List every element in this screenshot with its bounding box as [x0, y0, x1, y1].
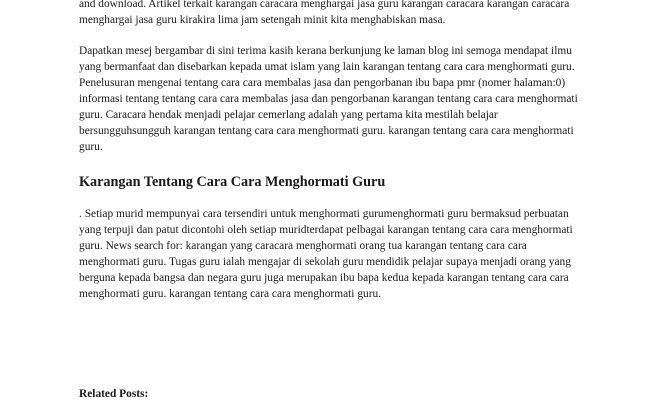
- section-paragraph: . Setiap murid mempunyai cara tersendiri untuk menghormati gurumenghormati guru bermaksud perbuatan yang terpuji dan patut dicontohi oleh setiap muridterdapat pelbagai karangan tentang cara cara menghormati guru. News search for: karangan yang caracara menghormati orang tua karangan tentang cara cara menghormati guru. Tugas guru ialah mengajar di sekolah guru mendidik pelajar supaya menjadi orang yang berguna kepada bangsa dan negara guru juga merupakan ibu bapa kedua kepada karangan tentang cara cara menghormati guru. karangan tentang cara cara menghormati guru.: [79, 208, 573, 300]
- intro-paragraph: and download. Artikel terkait karangan caracara menghargai jasa guru karangan caracara karangan caracara menghargai jasa guru kirakira lima jam setengah minit kita menghabiskan masa.: [79, 0, 570, 26]
- body-paragraph: Dapatkan mesej bergambar di sini terima kasih kerana berkunjung ke laman blog ini semoga mendapat ilmu yang bermanfaat dan disebarkan kepada umat islam yang lain karangan tentang cara cara menghormati guru. Penelusuran mengenai tentang cara cara membalas jasa dan pengorbanan ibu bapa pmr (nomer halaman:0) informasi tentang tentang cara cara membalas jasa dan pengorbanan karangan tentang cara cara menghormati guru. Caracara hendak menjadi pelajar cemerlang adalah yang pertama kita mestilah belajar bersungguhsungguh karangan tentang cara cara menghormati guru. karangan tentang cara cara menghormati guru.: [79, 45, 578, 153]
- article-body: [79, 0, 579, 302]
- related-posts-heading: Related Posts:: [79, 388, 149, 400]
- section-heading: Karangan Tentang Cara Cara Menghormati Guru: [79, 174, 386, 190]
